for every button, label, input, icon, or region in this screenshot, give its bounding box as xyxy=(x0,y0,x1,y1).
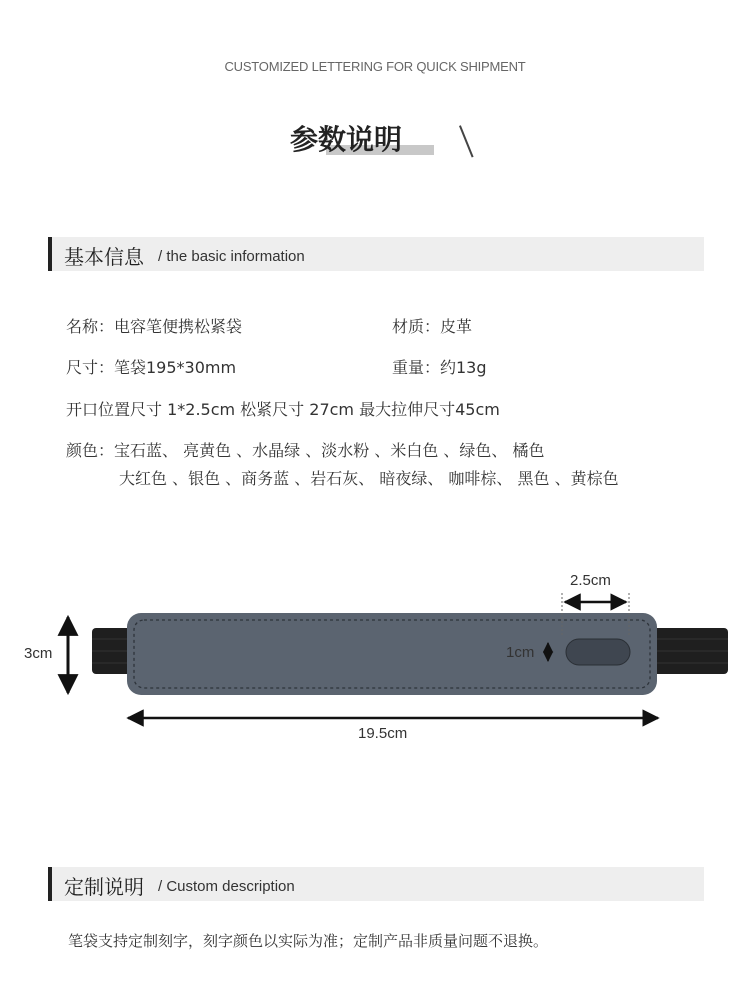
custom-title-zh: 定制说明 xyxy=(64,875,144,899)
hole-label: 1cm xyxy=(506,644,535,661)
section-accent-bar xyxy=(48,237,52,271)
length-label: 19.5cm xyxy=(358,725,408,742)
info-opening: 开口位置尺寸 1*2.5cm 松紧尺寸 27cm 最大拉伸尺寸45cm xyxy=(66,400,500,419)
info-colors-line2: 大红色 、银色 、商务蓝 、岩石灰、 暗夜绿、 咖啡棕、 黑色 、黄棕色 xyxy=(119,469,619,488)
page-title: 参数说明 xyxy=(290,123,403,156)
basic-info-title-zh: 基本信息 xyxy=(64,245,144,269)
info-name: 名称：电容笔便携松紧袋 xyxy=(66,317,243,336)
title-slash-decoration xyxy=(459,125,474,157)
info-size: 尺寸：笔袋195*30mm xyxy=(66,358,237,377)
info-colors-line1: 颜色：宝石蓝、 亮黄色 、水晶绿 、淡水粉 、米白色 、绿色、 橘色 xyxy=(66,441,545,460)
height-label: 3cm xyxy=(24,645,53,662)
product-diagram xyxy=(0,555,750,755)
custom-description: 笔袋支持定制刻字，刻字颜色以实际为准；定制产品非质量问题不退换。 xyxy=(68,932,549,950)
tagline: CUSTOMIZED LETTERING FOR QUICK SHIPMENT xyxy=(224,59,526,74)
pen-opening xyxy=(566,639,630,665)
custom-header xyxy=(48,867,704,901)
width-label: 2.5cm xyxy=(570,572,611,589)
info-weight: 重量：约13g xyxy=(392,358,487,377)
info-material: 材质：皮革 xyxy=(392,317,473,336)
custom-title-en: / Custom description xyxy=(158,878,295,895)
basic-info-title-en: / the basic information xyxy=(158,248,305,265)
section-accent-bar xyxy=(48,867,52,901)
basic-info-header xyxy=(48,237,704,271)
